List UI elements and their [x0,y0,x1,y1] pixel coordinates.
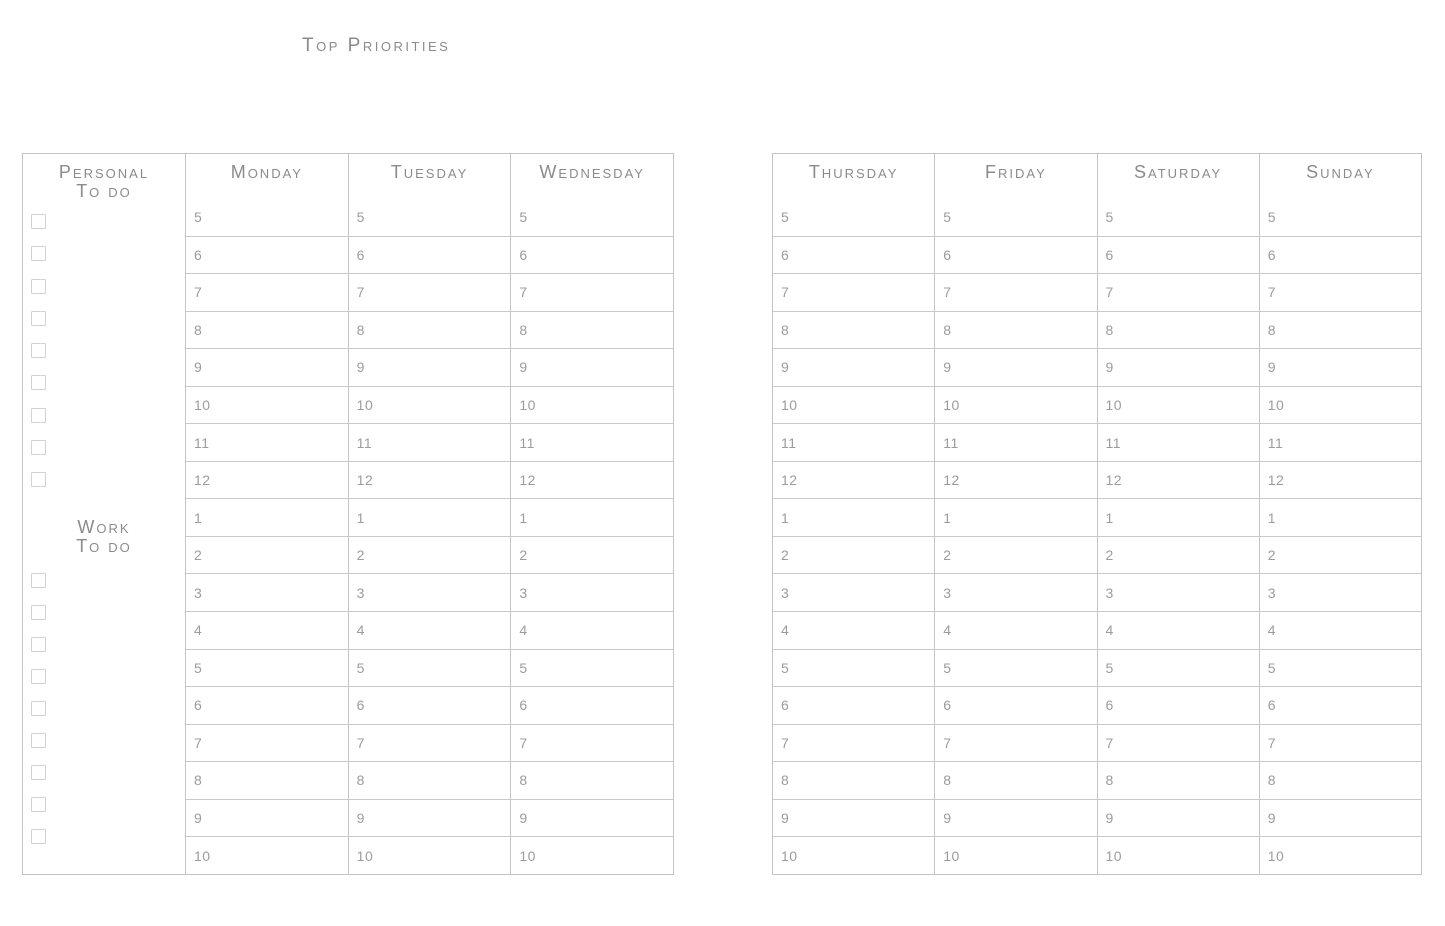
time-cell-wednesday-8pm-idx15: 8 [511,761,673,799]
time-cell-wednesday-11am-idx6: 11 [511,423,673,461]
time-cell-tuesday-6pm-idx13: 6 [349,686,511,724]
time-cell-monday-9pm-idx16: 9 [186,799,348,837]
time-cell-saturday-6am-idx1: 6 [1098,236,1259,274]
day-column-monday [185,154,348,874]
day-header-saturday: Saturday [1134,162,1223,182]
time-cell-friday-1pm-idx8: 1 [935,498,1096,536]
personal-todo-label [23,163,185,201]
time-cell-sunday-8pm-idx15: 8 [1260,761,1421,799]
time-cell-wednesday-1pm-idx8: 1 [511,498,673,536]
day-header-friday: Friday [984,162,1047,182]
day-column-thursday [772,154,934,874]
time-cell-wednesday-5am-idx0: 5 [519,208,528,225]
time-cell-thursday-11am-idx6: 11 [773,423,934,461]
time-cell-friday-7pm-idx14: 7 [935,724,1096,762]
time-cell-saturday-1pm-idx8: 1 [1098,498,1259,536]
day-column-tuesday [348,154,511,874]
time-cell-tuesday-2pm-idx9: 2 [349,536,511,574]
personal-todo-checkbox[interactable] [31,472,46,487]
time-cell-saturday-9pm-idx16: 9 [1098,799,1259,837]
time-cell-monday-5am-idx0: 5 [194,208,203,225]
time-cell-sunday-6am-idx1: 6 [1260,236,1421,274]
time-cell-saturday-12am-idx7: 12 [1098,461,1259,499]
weekday-table-mon-wed [185,153,674,875]
time-cell-saturday-7am-idx2: 7 [1098,273,1259,311]
time-cell-monday-5pm-idx12: 5 [186,649,348,687]
work-todo-checkbox[interactable] [31,733,46,748]
day-header-monday: Monday [230,162,303,182]
time-cell-wednesday-5pm-idx12: 5 [511,649,673,687]
time-cell-tuesday-4pm-idx11: 4 [349,611,511,649]
time-cell-wednesday-2pm-idx9: 2 [511,536,673,574]
time-cell-tuesday-10pm-idx17: 10 [349,836,511,874]
time-cell-friday-8am-idx3: 8 [935,311,1096,349]
time-cell-sunday-5pm-idx12: 5 [1260,649,1421,687]
time-cell-friday-12am-idx7: 12 [935,461,1096,499]
personal-todo-label-line2: To do [76,181,132,201]
time-cell-thursday-7am-idx2: 7 [773,273,934,311]
personal-todo-checkbox[interactable] [31,408,46,423]
time-cell-friday-4pm-idx11: 4 [935,611,1096,649]
personal-todo-checkbox[interactable] [31,311,46,326]
time-cell-friday-6am-idx1: 6 [935,236,1096,274]
personal-todo-checkbox[interactable] [31,246,46,261]
time-cell-wednesday-12am-idx7: 12 [511,461,673,499]
time-cell-tuesday-8am-idx3: 8 [349,311,511,349]
time-cell-saturday-9am-idx4: 9 [1098,348,1259,386]
time-cell-saturday-5pm-idx12: 5 [1098,649,1259,687]
work-todo-label [23,518,185,556]
time-cell-saturday-5am-idx0: 5 [1105,208,1114,225]
time-cell-saturday-10pm-idx17: 10 [1098,836,1259,874]
time-cell-sunday-7pm-idx14: 7 [1260,724,1421,762]
time-cell-tuesday-9am-idx4: 9 [349,348,511,386]
time-cell-tuesday-7am-idx2: 7 [349,273,511,311]
time-cell-tuesday-3pm-idx10: 3 [349,573,511,611]
personal-checkbox-list [31,214,46,505]
time-cell-thursday-3pm-idx10: 3 [773,573,934,611]
work-todo-checkbox[interactable] [31,573,46,588]
time-cell-friday-10pm-idx17: 10 [935,836,1096,874]
time-cell-wednesday-6am-idx1: 6 [511,236,673,274]
time-cell-tuesday-5am-idx0: 5 [356,208,365,225]
work-todo-checkbox[interactable] [31,829,46,844]
time-cell-thursday-4pm-idx11: 4 [773,611,934,649]
time-cell-tuesday-6am-idx1: 6 [349,236,511,274]
time-cell-sunday-5am-idx0: 5 [1267,208,1277,225]
work-todo-checkbox[interactable] [31,637,46,652]
time-cell-monday-2pm-idx9: 2 [186,536,348,574]
time-cell-wednesday-3pm-idx10: 3 [511,573,673,611]
time-cell-monday-8pm-idx15: 8 [186,761,348,799]
time-cell-thursday-1pm-idx8: 1 [773,498,934,536]
time-cell-saturday-8pm-idx15: 8 [1098,761,1259,799]
time-cell-wednesday-7am-idx2: 7 [511,273,673,311]
time-cell-wednesday-10am-idx5: 10 [511,386,673,424]
time-cell-thursday-5am-idx0: 5 [781,208,790,225]
time-cell-tuesday-8pm-idx15: 8 [349,761,511,799]
time-cell-wednesday-7pm-idx14: 7 [511,724,673,762]
time-cell-saturday-11am-idx6: 11 [1098,423,1259,461]
time-cell-friday-9am-idx4: 9 [935,348,1096,386]
time-cell-monday-8am-idx3: 8 [186,311,348,349]
time-cell-monday-6pm-idx13: 6 [186,686,348,724]
day-header-tuesday: Tuesday [390,162,469,182]
work-checkbox-list [31,573,46,861]
day-header-thursday: Thursday [808,162,899,182]
time-cell-sunday-12am-idx7: 12 [1260,461,1421,499]
time-cell-saturday-7pm-idx14: 7 [1098,724,1259,762]
time-cell-sunday-6pm-idx13: 6 [1260,686,1421,724]
time-cell-tuesday-5pm-idx12: 5 [349,649,511,687]
work-todo-label-line1: Work [77,517,131,537]
time-cell-wednesday-6pm-idx13: 6 [511,686,673,724]
time-cell-sunday-3pm-idx10: 3 [1260,573,1421,611]
time-cell-sunday-2pm-idx9: 2 [1260,536,1421,574]
todo-panel [22,153,185,875]
time-cell-wednesday-10pm-idx17: 10 [511,836,673,874]
time-cell-monday-7am-idx2: 7 [186,273,348,311]
weekday-table-thu-sun [772,153,1422,875]
time-cell-thursday-10pm-idx17: 10 [773,836,934,874]
time-cell-thursday-6pm-idx13: 6 [773,686,934,724]
time-cell-thursday-10am-idx5: 10 [773,386,934,424]
time-cell-friday-8pm-idx15: 8 [935,761,1096,799]
work-todo-checkbox[interactable] [31,669,46,684]
time-cell-tuesday-10am-idx5: 10 [349,386,511,424]
day-header-sunday: Sunday [1306,162,1375,182]
time-cell-thursday-8am-idx3: 8 [773,311,934,349]
time-cell-saturday-8am-idx3: 8 [1098,311,1259,349]
time-cell-tuesday-12am-idx7: 12 [349,461,511,499]
personal-todo-checkbox[interactable] [31,343,46,358]
time-cell-thursday-9pm-idx16: 9 [773,799,934,837]
personal-todo-checkbox[interactable] [31,440,46,455]
time-cell-friday-6pm-idx13: 6 [935,686,1096,724]
time-cell-saturday-10am-idx5: 10 [1098,386,1259,424]
time-cell-wednesday-9pm-idx16: 9 [511,799,673,837]
work-todo-checkbox[interactable] [31,797,46,812]
time-cell-friday-11am-idx6: 11 [935,423,1096,461]
time-cell-friday-3pm-idx10: 3 [935,573,1096,611]
day-column-wednesday [510,154,673,874]
time-cell-tuesday-1pm-idx8: 1 [349,498,511,536]
time-cell-sunday-10am-idx5: 10 [1260,386,1421,424]
time-cell-wednesday-8am-idx3: 8 [511,311,673,349]
time-cell-friday-2pm-idx9: 2 [935,536,1096,574]
time-cell-monday-3pm-idx10: 3 [186,573,348,611]
time-cell-monday-9am-idx4: 9 [186,348,348,386]
work-todo-checkbox[interactable] [31,605,46,620]
time-cell-thursday-6am-idx1: 6 [773,236,934,274]
time-cell-monday-10am-idx5: 10 [186,386,348,424]
personal-todo-checkbox[interactable] [31,375,46,390]
time-cell-monday-12am-idx7: 12 [186,461,348,499]
time-cell-monday-1pm-idx8: 1 [186,498,348,536]
work-todo-checkbox[interactable] [31,765,46,780]
time-cell-monday-11am-idx6: 11 [186,423,348,461]
time-cell-thursday-8pm-idx15: 8 [773,761,934,799]
time-cell-sunday-11am-idx6: 11 [1260,423,1421,461]
time-cell-saturday-6pm-idx13: 6 [1098,686,1259,724]
time-cell-monday-7pm-idx14: 7 [186,724,348,762]
time-cell-sunday-4pm-idx11: 4 [1260,611,1421,649]
time-cell-thursday-5pm-idx12: 5 [773,649,934,687]
time-cell-tuesday-9pm-idx16: 9 [349,799,511,837]
time-cell-sunday-9am-idx4: 9 [1260,348,1421,386]
page-title: Top Priorities [302,35,451,56]
time-cell-thursday-9am-idx4: 9 [773,348,934,386]
time-cell-saturday-4pm-idx11: 4 [1098,611,1259,649]
time-cell-wednesday-9am-idx4: 9 [511,348,673,386]
time-cell-tuesday-7pm-idx14: 7 [349,724,511,762]
work-todo-checkbox[interactable] [31,701,46,716]
time-cell-friday-5pm-idx12: 5 [935,649,1096,687]
time-cell-saturday-3pm-idx10: 3 [1098,573,1259,611]
day-column-friday [934,154,1096,874]
time-cell-saturday-2pm-idx9: 2 [1098,536,1259,574]
time-cell-sunday-1pm-idx8: 1 [1260,498,1421,536]
day-column-saturday [1097,154,1259,874]
personal-todo-label-line1: Personal [58,162,150,182]
time-cell-sunday-7am-idx2: 7 [1260,273,1421,311]
time-cell-friday-7am-idx2: 7 [935,273,1096,311]
day-header-wednesday: Wednesday [539,162,645,182]
time-cell-monday-6am-idx1: 6 [186,236,348,274]
time-cell-sunday-9pm-idx16: 9 [1260,799,1421,837]
time-cell-tuesday-11am-idx6: 11 [349,423,511,461]
time-cell-friday-10am-idx5: 10 [935,386,1096,424]
time-cell-thursday-7pm-idx14: 7 [773,724,934,762]
time-cell-monday-10pm-idx17: 10 [186,836,348,874]
work-todo-label-line2: To do [76,536,132,556]
time-cell-sunday-8am-idx3: 8 [1260,311,1421,349]
personal-todo-checkbox[interactable] [31,279,46,294]
personal-todo-checkbox[interactable] [31,214,46,229]
day-column-sunday [1259,154,1421,874]
time-cell-monday-4pm-idx11: 4 [186,611,348,649]
time-cell-sunday-10pm-idx17: 10 [1260,836,1421,874]
time-cell-friday-9pm-idx16: 9 [935,799,1096,837]
time-cell-thursday-12am-idx7: 12 [773,461,934,499]
time-cell-friday-5am-idx0: 5 [943,208,952,225]
time-cell-thursday-2pm-idx9: 2 [773,536,934,574]
time-cell-wednesday-4pm-idx11: 4 [511,611,673,649]
